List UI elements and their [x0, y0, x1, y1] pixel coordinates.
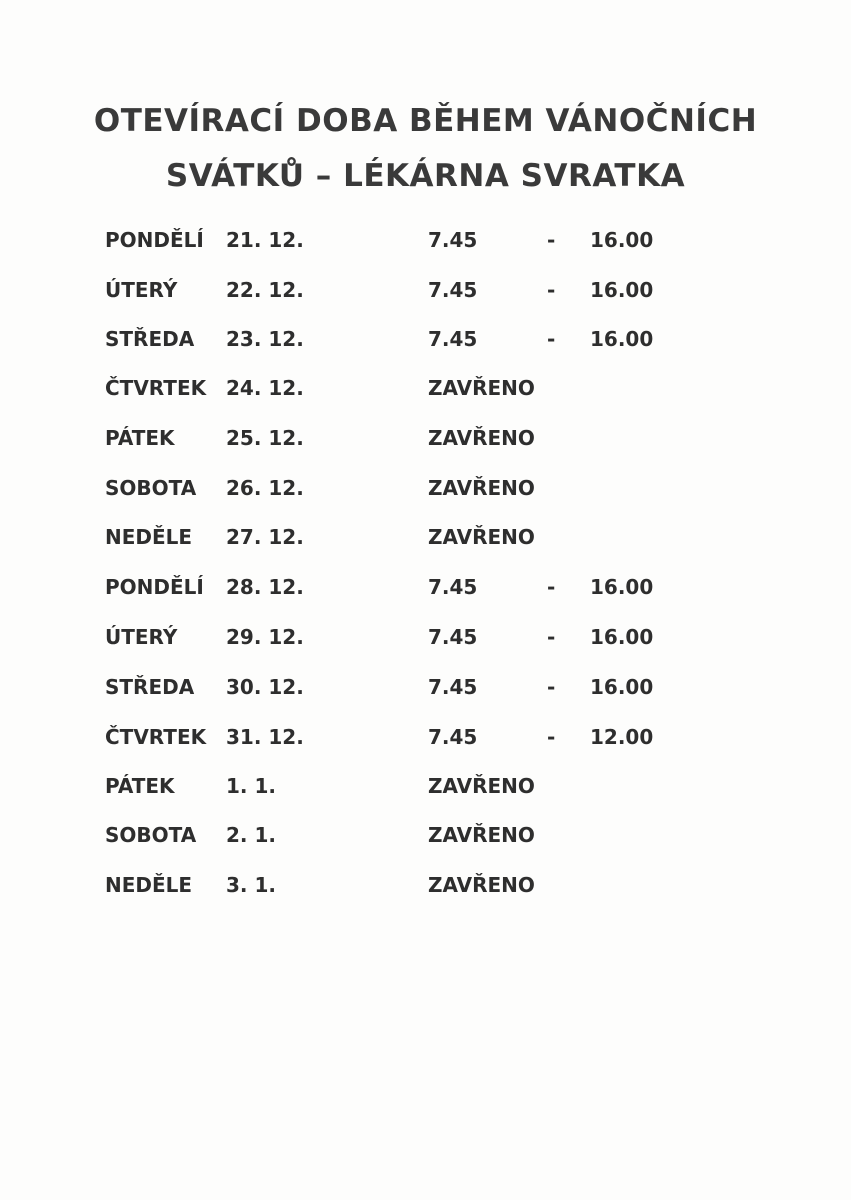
schedule-row	[0, 873, 851, 903]
time-separator: -	[547, 278, 556, 302]
day-label: SOBOTA	[105, 476, 197, 500]
closing-time: 16.00	[590, 228, 654, 252]
opening-time: 7.45	[428, 625, 478, 649]
date-label: 29. 12.	[226, 625, 304, 649]
schedule-row	[0, 823, 851, 853]
schedule-row	[0, 228, 851, 258]
page-title-line-2: SVÁTKŮ – LÉKÁRNA SVRATKA	[165, 158, 686, 194]
day-label: ČTVRTEK	[105, 725, 207, 749]
opening-time: 7.45	[428, 327, 478, 351]
closed-label: ZAVŘENO	[428, 476, 535, 500]
date-label: 21. 12.	[226, 228, 304, 252]
date-label: 24. 12.	[226, 376, 304, 400]
day-label: NEDĚLE	[105, 873, 193, 897]
date-label: 22. 12.	[226, 278, 304, 302]
opening-time: 7.45	[428, 228, 478, 252]
date-label: 3. 1.	[226, 873, 276, 897]
schedule-row	[0, 575, 851, 605]
opening-time: 7.45	[428, 725, 478, 749]
closed-label: ZAVŘENO	[428, 823, 535, 847]
schedule-row	[0, 675, 851, 705]
day-label: STŘEDA	[105, 675, 195, 699]
time-separator: -	[547, 327, 556, 351]
schedule-row	[0, 774, 851, 804]
closing-time: 16.00	[590, 278, 654, 302]
opening-time: 7.45	[428, 278, 478, 302]
opening-time: 7.45	[428, 675, 478, 699]
day-label: STŘEDA	[105, 327, 195, 351]
date-label: 31. 12.	[226, 725, 304, 749]
closing-time: 16.00	[590, 575, 654, 599]
schedule-row	[0, 426, 851, 456]
opening-time: 7.45	[428, 575, 478, 599]
day-label: SOBOTA	[105, 823, 197, 847]
day-label: ÚTERÝ	[105, 278, 178, 302]
schedule-row	[0, 625, 851, 655]
day-label: PONDĚLÍ	[105, 228, 204, 252]
date-label: 2. 1.	[226, 823, 276, 847]
closed-label: ZAVŘENO	[428, 525, 535, 549]
closing-time: 12.00	[590, 725, 654, 749]
schedule-row	[0, 525, 851, 555]
closing-time: 16.00	[590, 625, 654, 649]
time-separator: -	[547, 575, 556, 599]
day-label: PONDĚLÍ	[105, 575, 204, 599]
closing-time: 16.00	[590, 675, 654, 699]
schedule-row	[0, 376, 851, 406]
closed-label: ZAVŘENO	[428, 873, 535, 897]
day-label: PÁTEK	[105, 774, 175, 798]
date-label: 25. 12.	[226, 426, 304, 450]
schedule-row	[0, 327, 851, 357]
page-title-line-1: OTEVÍRACÍ DOBA BĚHEM VÁNOČNÍCH	[93, 103, 758, 139]
schedule-row	[0, 476, 851, 506]
date-label: 23. 12.	[226, 327, 304, 351]
schedule-row	[0, 278, 851, 308]
closed-label: ZAVŘENO	[428, 376, 535, 400]
date-label: 1. 1.	[226, 774, 276, 798]
date-label: 26. 12.	[226, 476, 304, 500]
time-separator: -	[547, 625, 556, 649]
date-label: 27. 12.	[226, 525, 304, 549]
time-separator: -	[547, 725, 556, 749]
day-label: ČTVRTEK	[105, 376, 207, 400]
time-separator: -	[547, 228, 556, 252]
schedule-row	[0, 725, 851, 755]
day-label: ÚTERÝ	[105, 625, 178, 649]
closing-time: 16.00	[590, 327, 654, 351]
closed-label: ZAVŘENO	[428, 426, 535, 450]
date-label: 28. 12.	[226, 575, 304, 599]
date-label: 30. 12.	[226, 675, 304, 699]
closed-label: ZAVŘENO	[428, 774, 535, 798]
day-label: NEDĚLE	[105, 525, 193, 549]
day-label: PÁTEK	[105, 426, 175, 450]
time-separator: -	[547, 675, 556, 699]
